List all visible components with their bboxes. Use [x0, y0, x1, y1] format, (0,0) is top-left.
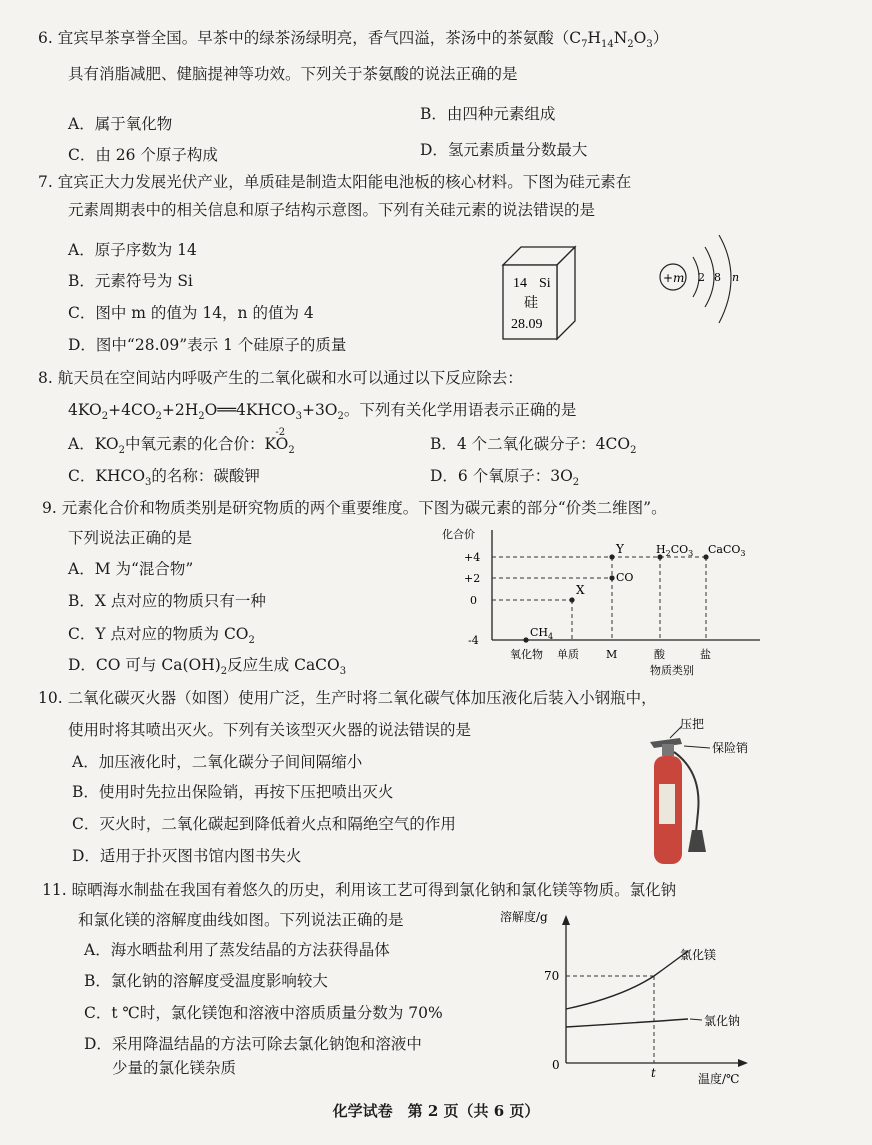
xcat-element: 单质 — [557, 648, 579, 661]
q10-option-c: C．灭火时，二氧化碳起到降低着火点和隔绝空气的作用 — [72, 815, 456, 833]
shell-1-count: 2 — [698, 271, 705, 284]
q8-option-a: A．$KO_2$中氧元素的化合价：KO -2 $_2$ — [68, 427, 295, 457]
q11-option-b: B．氯化钠的溶解度受温度影响较大 — [84, 972, 328, 990]
valence-xlabel: 物质类别 — [650, 664, 694, 677]
q8-equation: $4KO_2+4CO_2+2H_2O══4KHCO_3+3O_2$。下列有关化学用语表示正确的是 — [68, 401, 577, 423]
label-h2co3: $H_2CO_3$ — [656, 543, 694, 558]
tick-plus4: +4 — [464, 551, 481, 564]
q8-option-c: C．$KHCO_3$的名称：碳酸钾 — [68, 467, 260, 489]
solubility-ylabel: 溶解度/g — [500, 910, 548, 924]
series-label-mgcl2: 氯化镁 — [680, 948, 717, 962]
q9-option-c: C．Y 点对应的物质为 $CO_2$ — [68, 625, 255, 647]
solubility-xlabel: 温度/℃ — [698, 1072, 740, 1086]
xcat-oxide: 氧化物 — [510, 648, 543, 661]
q7-option-c: C．图中 m 的值为 14，n 的值为 4 — [68, 304, 314, 322]
nacl-pointer — [690, 1019, 702, 1020]
point-ch4 — [523, 637, 528, 642]
tick-zero: 0 — [470, 594, 477, 607]
q10-stem-line1: 10. 二氧化碳灭火器（如图）使用广泛，生产时将二氧化碳气体加压液化后装入小钢瓶中， — [38, 689, 657, 707]
si-symbol: Si — [539, 276, 551, 291]
q11-option-d-cont: 少量的氯化镁杂质 — [112, 1059, 237, 1077]
tick-70: 70 — [544, 969, 560, 983]
q6-option-d: D．氢元素质量分数最大 — [420, 141, 588, 159]
q11-stem-line2: 和氯化镁的溶解度曲线如图。下列说法正确的是 — [78, 911, 404, 929]
q7-option-b: B．元素符号为 Si — [68, 272, 193, 290]
q10-option-d: D．适用于扑灭图书馆内图书失火 — [72, 847, 302, 865]
q11-option-c: C．t ℃时，氯化镁饱和溶液中溶质质量分数为 70% — [84, 1004, 443, 1022]
valence-chart — [430, 520, 780, 682]
q9-option-a: A．M 为“混合物” — [68, 560, 194, 578]
curve-nacl — [566, 1019, 688, 1027]
series-label-nacl: 氯化钠 — [704, 1014, 741, 1028]
q7-stem-line2: 元素周期表中的相关信息和原子结构示意图。下列有关硅元素的说法错误的是 — [68, 201, 596, 219]
label-pin: 保险销 — [712, 741, 749, 755]
xcat-acid: 酸 — [654, 648, 665, 661]
q8-stem-line1: 8. 航天员在空间站内呼吸产生的二氧化碳和水可以通过以下反应除去： — [38, 369, 523, 387]
shell-3-count: n — [732, 271, 740, 284]
xcat-m: M — [606, 648, 618, 661]
label-ch4: $CH_4$ — [530, 626, 554, 641]
q6-option-c: C．由 26 个原子构成 — [68, 146, 218, 164]
handle-pointer — [670, 726, 682, 738]
curve-mgcl2 — [566, 951, 688, 1009]
si-mass: 28.09 — [511, 317, 543, 332]
tick-minus4: -4 — [468, 634, 479, 647]
q11-option-a: A．海水晒盐利用了蒸发结晶的方法获得晶体 — [84, 941, 390, 959]
valence-chart-ylabel: 化合价 — [442, 528, 475, 541]
q9-stem-line2: 下列说法正确的是 — [68, 529, 193, 547]
q8-option-b: B．4 个二氧化碳分子：$4CO_2$ — [430, 435, 637, 457]
y-axis-arrow — [562, 915, 570, 925]
q7-option-d: D．图中“28.09”表示 1 个硅原子的质量 — [68, 336, 347, 354]
pin-pointer — [684, 746, 710, 748]
atom-shell-2 — [705, 247, 714, 307]
extinguisher-valve — [662, 744, 674, 756]
q8-option-d: D．6 个氧原子：$3O_2$ — [430, 467, 580, 489]
q7-stem-line1: 7. 宜宾正大力发展光伏产业，单质硅是制造太阳能电池板的核心材料。下图为硅元素在 — [38, 173, 632, 191]
tick-0: 0 — [552, 1058, 560, 1072]
silicon-figure — [495, 235, 760, 345]
page-footer: 化学试卷 第 2 页（共 6 页） — [332, 1102, 540, 1120]
q11-stem-line1: 11. 晾晒海水制盐在我国有着悠久的历史，利用该工艺可得到氯化钠和氯化镁等物质。氯化钠 — [42, 881, 677, 899]
si-name: 硅 — [524, 296, 538, 311]
q9-option-d: D．CO 可与 $Ca(OH)_2$反应生成 CaCO$_3$ — [68, 656, 347, 678]
extinguisher-figure — [640, 712, 770, 872]
label-y: Y — [616, 542, 624, 556]
label-caco3: CaCO$_3$ — [708, 543, 746, 558]
q6-option-a: A．属于氧化物 — [68, 115, 173, 133]
label-handle: 压把 — [680, 717, 705, 731]
q9-stem-line1: 9. 元素化合价和物质类别是研究物质的两个重要维度。下图为碳元素的部分“价类二维图”。 — [42, 499, 667, 517]
xcat-salt: 盐 — [700, 648, 711, 661]
q10-option-a: A．加压液化时，二氧化碳分子间间隔缩小 — [72, 753, 363, 771]
tick-t: t — [651, 1066, 656, 1080]
label-co: CO — [616, 571, 634, 584]
q9-option-b: B．X 点对应的物质只有一种 — [68, 592, 266, 610]
extinguisher-label — [659, 784, 675, 824]
q6-option-b: B．由四种元素组成 — [420, 105, 556, 123]
extinguisher-horn — [688, 830, 706, 852]
label-x: X — [576, 583, 585, 597]
point-x — [569, 597, 574, 602]
shell-2-count: 8 — [714, 271, 721, 284]
q11-option-d: D．采用降温结晶的方法可除去氯化钠饱和溶液中 — [84, 1035, 422, 1053]
q10-option-b: B．使用时先拉出保险销，再按下压把喷出灭火 — [72, 783, 394, 801]
atom-nucleus-label: +m — [663, 271, 685, 285]
q6-stem-line1: 6. 宜宾早茶享誉全国。早茶中的绿茶汤绿明亮，香气四溢，茶汤中的茶氨酸$(C_7H_{14}N_2O_3)$ — [38, 29, 669, 51]
q6-stem-line2: 具有消脂减肥、健脑提神等功效。下列关于茶氨酸的说法正确的是 — [68, 65, 518, 83]
tick-plus2: +2 — [464, 572, 481, 585]
solubility-chart — [492, 905, 762, 1090]
point-y — [609, 554, 614, 559]
si-atomic-number: 14 — [513, 276, 527, 291]
x-axis-arrow — [738, 1059, 748, 1067]
point-co — [609, 575, 614, 580]
q10-stem-line2: 使用时将其喷出灭火。下列有关该型灭火器的说法错误的是 — [68, 721, 472, 739]
q7-option-a: A．原子序数为 14 — [68, 241, 197, 259]
